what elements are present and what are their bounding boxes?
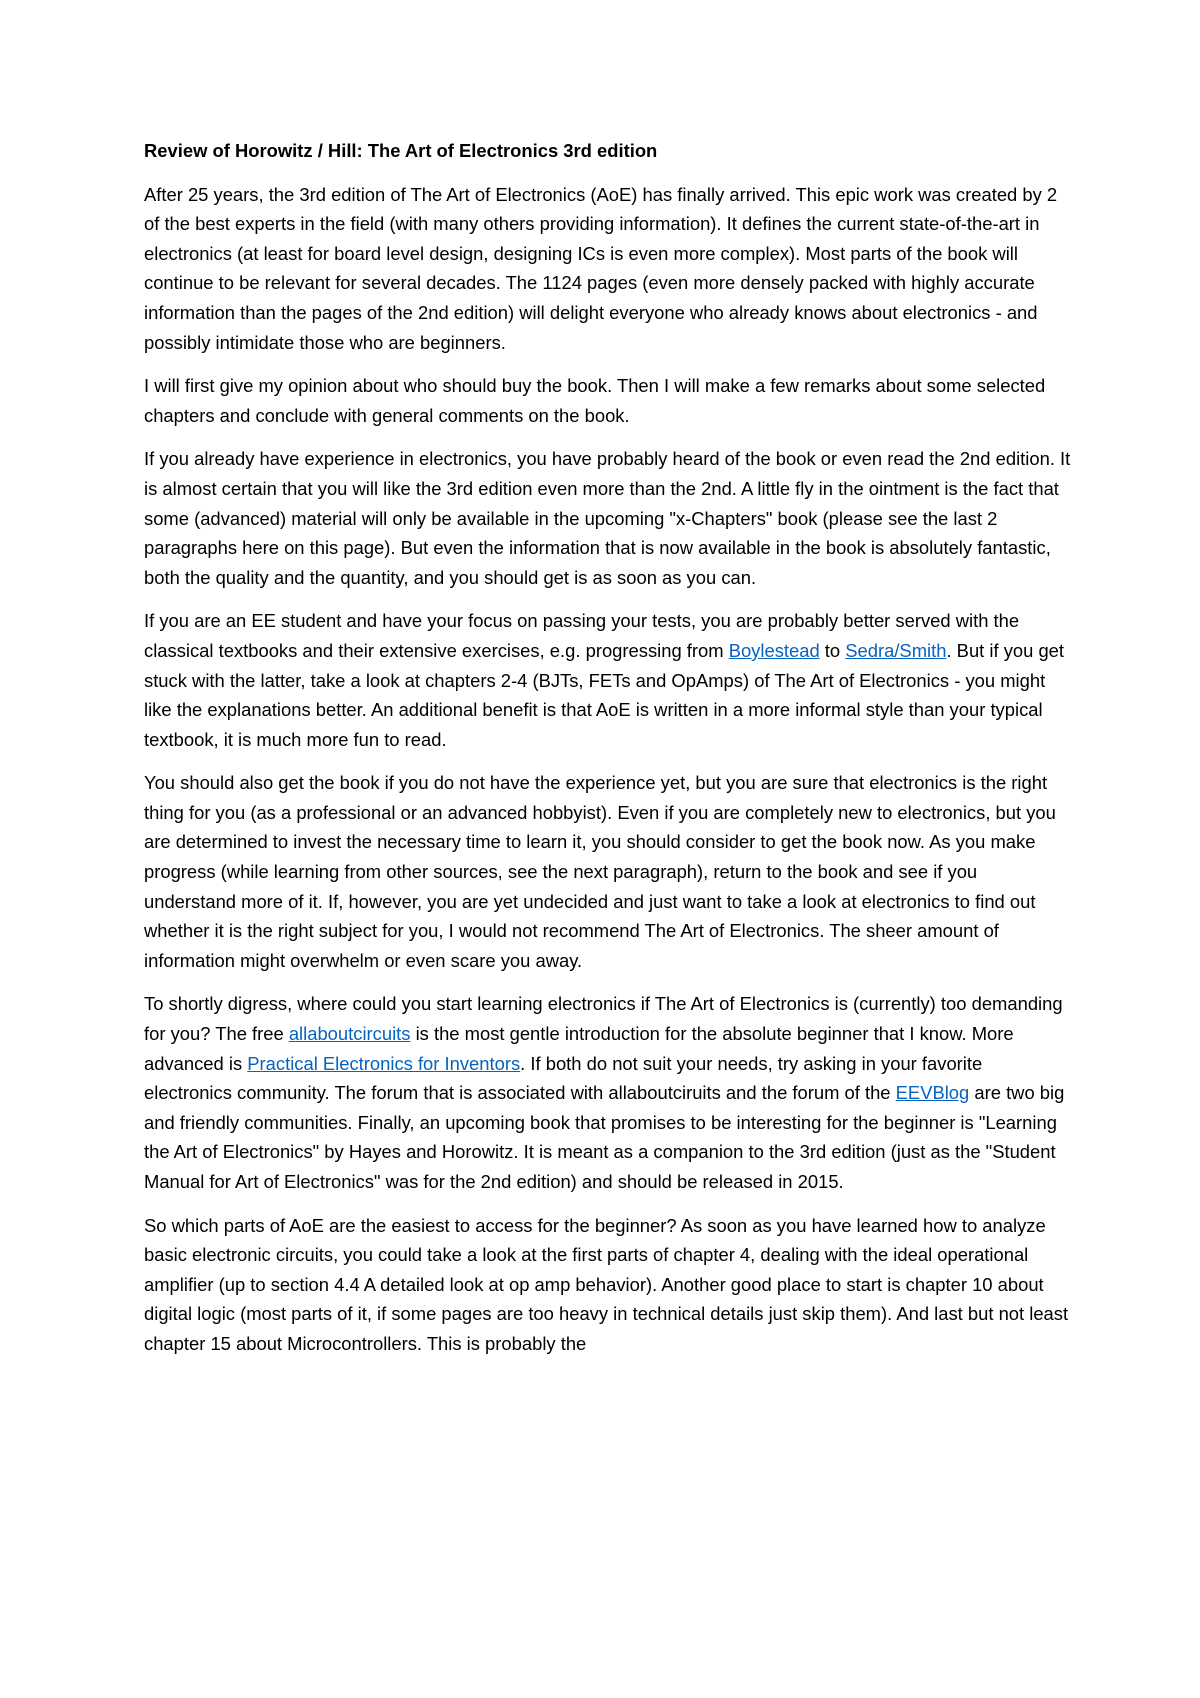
paragraph-ee-students bbox=[144, 606, 1074, 754]
text-segment: . But if you get stuck with the latter, take a look at chapters 2-4 (BJTs, FETs and OpAmps) of The Art of Electronics - you might like the explanations better. An additional benefit is that AoE is written in a more informal style than your typical textbook, it is much more fun to read. bbox=[144, 639, 1065, 750]
allaboutcircuits-link[interactable]: allaboutcircuits bbox=[288, 1023, 411, 1045]
paragraph-beginner-chapters: So which parts of AoE are the easiest to access for the beginner? As soon as you have learned how to analyze basic electronic circuits, you could take a look at the first parts of chapter 4, dealing with the ideal operational amplifier (up to section 4.4 A detailed look at op amp behavior). Another good place to start is chapter 10 about digital logic (most parts of it, if some pages are too heavy in technical details just skip them). And last but not least chapter 15 about Microcontrollers. This is probably the bbox=[144, 1214, 1069, 1354]
paragraph-intro: After 25 years, the 3rd edition of The Art of Electronics (AoE) has finally arrived. This epic work was created by 2 of the best experts in the field (with many others providing information). It defines the current state-of-the-art in electronics (at least for board level design, designing ICs is even more complex). Most parts of the book will continue to be relevant for several decades. The 1124 pages (even more densely packed with highly accurate information than the pages of the 2nd edition) will delight everyone who already knows about electronics - and possibly intimidate those who are beginners. bbox=[144, 183, 1058, 353]
text-segment: are two big and friendly communities. Finally, an upcoming book that promises to be interesting for the beginner is "Learning the Art of Electronics" by Hayes and Horowitz. It is meant as a companion to the 3rd edition (just as the "Student Manual for Art of Electronics" was for the 2nd edition) and should be released in 2015. bbox=[144, 1082, 1065, 1192]
document-title: Review of Horowitz / Hill: The Art of Electronics 3rd edition bbox=[144, 140, 658, 161]
text-segment: To shortly digress, where could you start learning electronics if The Art of Electronics is (currently) too demanding for you? The free bbox=[144, 993, 1063, 1045]
boylestead-link[interactable]: Boylestead bbox=[728, 639, 820, 661]
paragraph-experienced-readers: If you already have experience in electronics, you have probably heard of the book or even read the 2nd edition. It is almost certain that you will like the 3rd edition even more than the 2nd. A little fly in the ointment is the fact that some (advanced) material will only be available in the upcoming "x-Chapters" book (please see the last 2 paragraphs here on this page). But even the information that is now available in the book is absolutely fantastic, both the quality and the quantity, and you should get is as soon as you can. bbox=[144, 448, 1071, 588]
eevblog-link[interactable]: EEVBlog bbox=[895, 1082, 970, 1104]
paragraph-new-learners: You should also get the book if you do not have the experience yet, but you are sure that electronics is the right thing for you (as a professional or an advanced hobbyist). Even if you are completely new to electronics, but you are determined to invest the necessary time to learn it, you should consider to get the book now. As you make progress (while learning from other sources, see the next paragraph), return to the book and see if you understand more of it. If, however, you are yet undecided and just want to take a look at electronics to find out whether it is the right subject for you, I would not recommend The Art of Electronics. The sheer amount of information might overwhelm or even scare you away. bbox=[144, 772, 1056, 971]
text-segment: is the most gentle introduction for the absolute beginner that I know. More advanced is bbox=[144, 1023, 1014, 1074]
text-segment: . If both do not suit your needs, try asking in your favorite electronics community. The forum that is associated with allaboutciruits and the forum of the bbox=[144, 1052, 983, 1104]
paragraph-learning-resources bbox=[144, 989, 1074, 1196]
text-segment: to bbox=[819, 639, 846, 661]
paragraph-overview: I will first give my opinion about who should buy the book. Then I will make a few remarks about some selected chapters and conclude with general comments on the book. bbox=[144, 375, 1046, 426]
text-segment: If you are an EE student and have your focus on passing your tests, you are probably better served with the classical textbooks and their extensive exercises, e.g. progressing from bbox=[144, 610, 1020, 661]
document-page bbox=[144, 136, 1074, 1373]
practical-electronics-link[interactable]: Practical Electronics for Inventors bbox=[247, 1052, 521, 1074]
sedra-smith-link[interactable]: Sedra/Smith bbox=[845, 639, 947, 661]
